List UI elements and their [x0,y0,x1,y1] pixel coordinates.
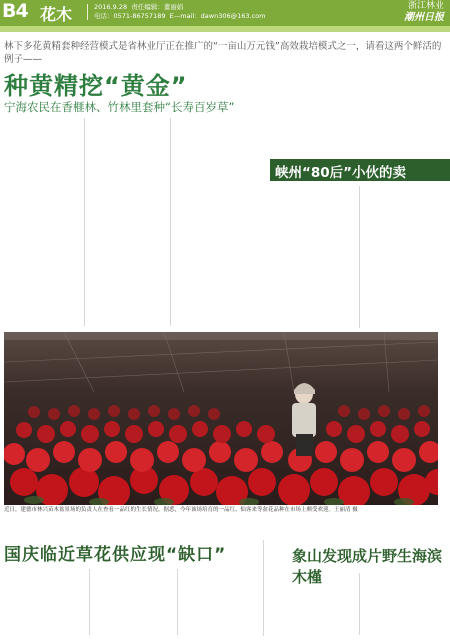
lead-subheadline: 宁海农民在香榧林、竹林里套种“长寿百岁草” [4,100,235,114]
section-title: 花木 [40,5,73,24]
lead-column-2 [88,118,168,326]
bottom-right-headline: 象山发现成片野生海滨木槿 [292,547,443,586]
masthead-info [94,3,265,21]
lead-column-1 [4,118,82,226]
date-line: 2016.9.28 [94,3,128,11]
masthead [0,0,450,34]
column-divider [359,573,360,635]
column-divider [177,569,178,635]
bottom-right-column-1 [270,573,356,635]
email-line: E—mail：dawn306@163.com [169,12,266,20]
poinsettia-greenhouse-image [4,332,438,505]
sidebar-headline: 峡州“80后”小伙的卖菌“经” [275,165,407,201]
bottom-left-column-1 [4,569,88,635]
sidebar-column-2 [362,186,446,326]
lead-column-3b [174,236,258,326]
bottom-right-column-2 [362,573,446,635]
masthead-divider [87,4,88,20]
paper-name: 潮州日报 [404,12,444,23]
bottom-left-column-3 [180,569,260,635]
lead-column-3 [174,118,258,210]
phone-line: 电话：0571-86757189 [94,12,166,20]
masthead-right [352,1,444,23]
column-divider [359,186,360,328]
photo-caption: 近日，建德市林兴苗木盆景场的负责人在查看一品红的生长情况。据悉，今年该场培育的一品红、仙客来等盆花品种在市场上颇受欢迎。王丽清 摄 [4,507,358,513]
masthead-stripe [0,26,450,32]
column-divider [170,118,171,326]
bottom-left-headline: 国庆临近草花供应现“缺口” [4,545,227,565]
section-divider [263,540,264,636]
lead-kicker: 林下多花黄精套种经营模式是省林业厅正在推广的“一亩山万元钱”高效栽培模式之一，请看这两个鲜活的例子—— [4,41,442,65]
editor-line: 责任编辑：董丽娟 [131,3,184,11]
lead-headline: 种黄精挖“黄金” [4,72,188,100]
page-code: B4 [2,0,28,22]
news-photo [4,332,438,505]
sidebar-column-1 [270,186,356,326]
lead-column-1b [4,256,82,326]
column-divider [84,118,85,326]
bottom-left-column-2 [92,569,176,635]
column-divider [89,569,90,635]
province-label: 浙江林业 [407,1,444,11]
